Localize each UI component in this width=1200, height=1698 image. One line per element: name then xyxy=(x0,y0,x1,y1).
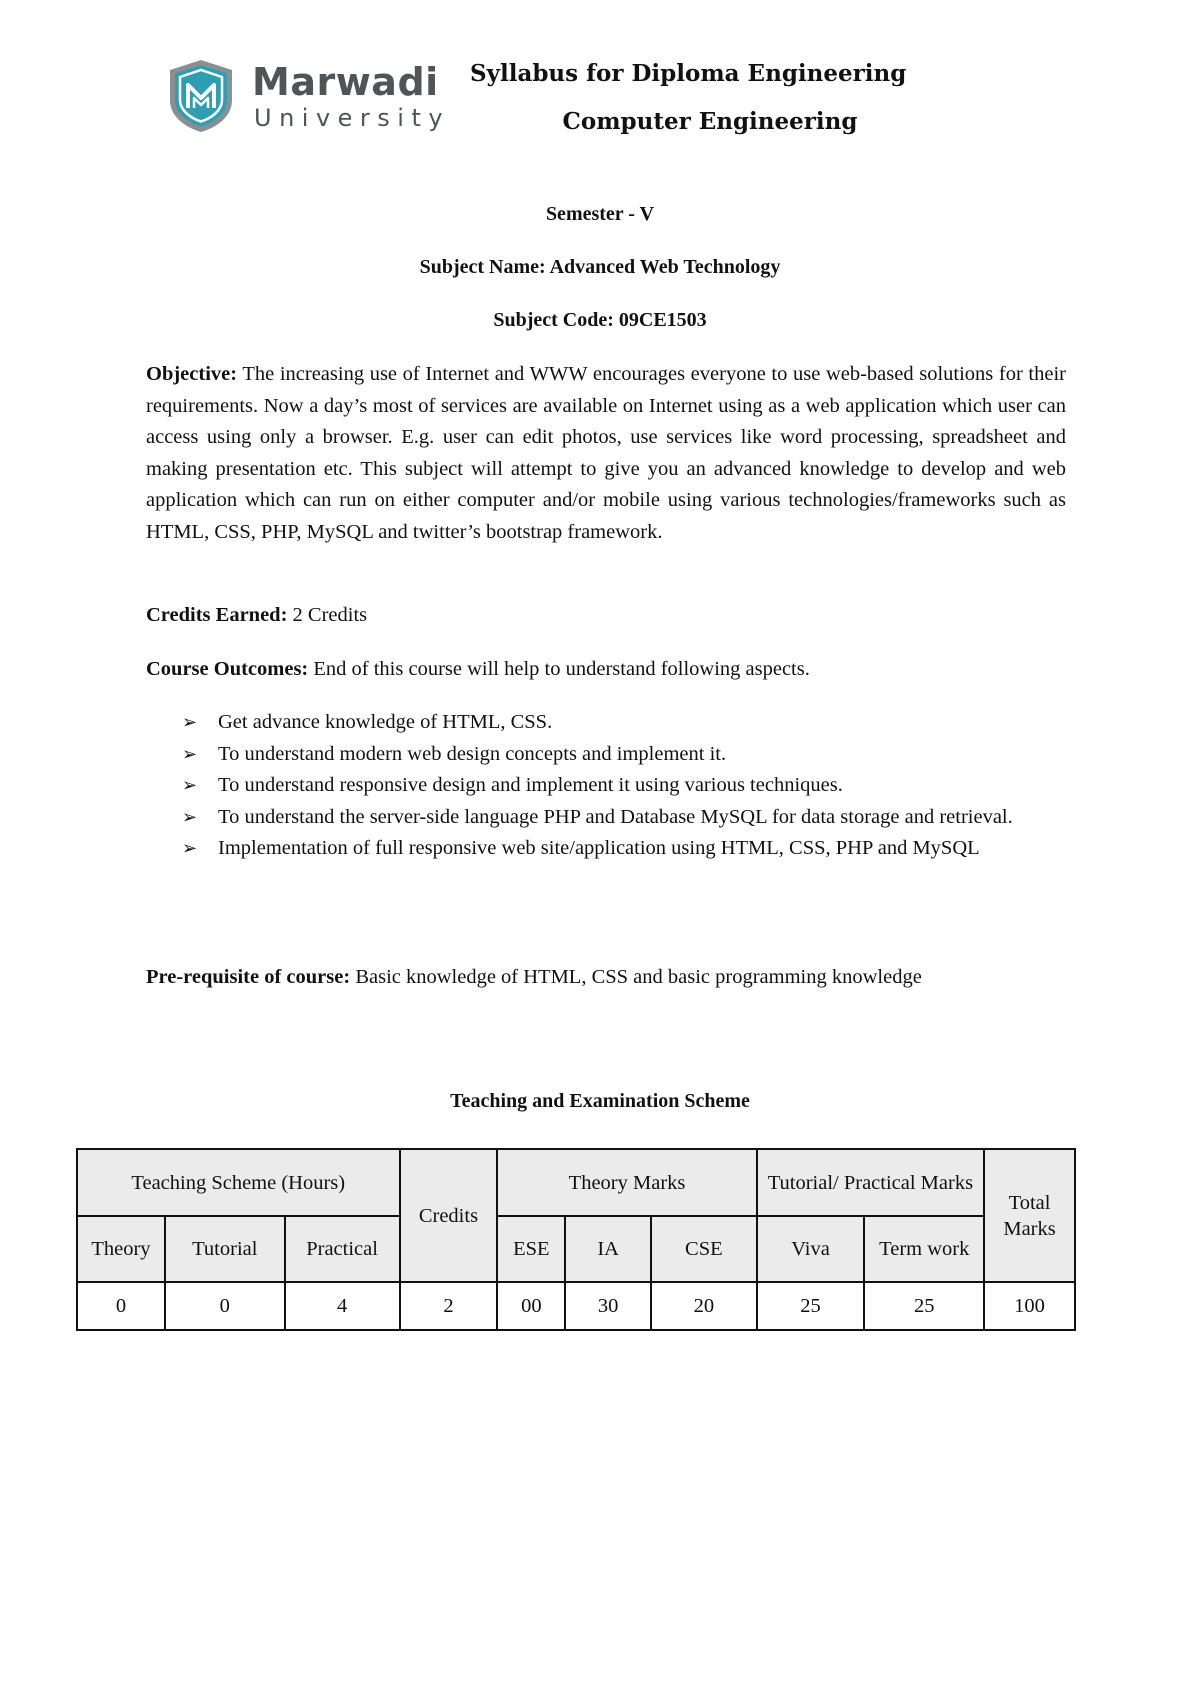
ia-value: 30 xyxy=(565,1282,651,1330)
practical-header: Practical xyxy=(285,1216,400,1282)
arrow-bullet-icon: ➢ xyxy=(182,775,198,795)
teaching-examination-table xyxy=(76,1148,1076,1331)
viva-value: 25 xyxy=(757,1282,865,1330)
list-item xyxy=(146,802,1066,834)
university-logo xyxy=(166,58,466,138)
credits-header: Credits xyxy=(400,1149,498,1282)
prerequisite-text: Basic knowledge of HTML, CSS and basic programming knowledge xyxy=(350,966,922,988)
scheme-title: Teaching and Examination Scheme xyxy=(450,1090,750,1112)
credits-value: 2 xyxy=(400,1282,498,1330)
tutorial-value: 0 xyxy=(165,1282,285,1330)
theory-value: 0 xyxy=(77,1282,165,1330)
list-item xyxy=(146,739,1066,771)
outcome-text: Implementation of full responsive web site/application using HTML, CSS, PHP and MySQL xyxy=(218,837,980,859)
outcome-text: To understand modern web design concepts and implement it. xyxy=(218,742,727,765)
arrow-bullet-icon: ➢ xyxy=(182,806,198,827)
term-work-value: 25 xyxy=(864,1282,984,1330)
viva-header: Viva xyxy=(757,1216,865,1282)
objective-paragraph xyxy=(146,359,1066,548)
logo-name: Marwadi xyxy=(252,60,439,104)
semester-label: Semester - V xyxy=(545,203,655,225)
cse-header: CSE xyxy=(651,1216,757,1282)
course-outcomes-label: Course Outcomes: xyxy=(146,658,309,680)
objective-text: The increasing use of Internet and WWW encourages everyone to use web-based solutions for their requirements. Now a day’s most of services are available on Internet using as a web application which user can access using only a browser. E.g. user can edit photos, use services like word processing, spreadsheet and making presentation etc. This subject will attempt to give you an advanced knowledge to develop and web application which can run on either computer and/or mobile using various technologies/frameworks such as HTML, CSS, PHP, MySQL and twitter’s bootstrap framework. xyxy=(146,363,1066,543)
table-row xyxy=(77,1282,1075,1330)
theory-marks-header: Theory Marks xyxy=(497,1149,756,1216)
theory-header: Theory xyxy=(77,1216,165,1282)
course-outcomes-text: End of this course will help to understand following aspects. xyxy=(308,658,810,680)
total-marks-header: Total Marks xyxy=(984,1149,1075,1282)
subject-name: Subject Name: Advanced Web Technology xyxy=(419,256,781,278)
syllabus-title: Syllabus for Diploma Engineering xyxy=(470,60,907,87)
outcome-text: To understand the server-side language PHP and Database MySQL for data storage and retrieval. xyxy=(218,805,1013,828)
arrow-bullet-icon: ➢ xyxy=(182,838,198,858)
list-item xyxy=(146,833,1066,865)
outcome-text: Get advance knowledge of HTML, CSS. xyxy=(218,711,553,733)
arrow-bullet-icon: ➢ xyxy=(182,712,198,732)
course-outcomes-list xyxy=(146,707,1066,865)
teaching-scheme-header: Teaching Scheme (Hours) xyxy=(77,1149,400,1216)
total-marks-value: 100 xyxy=(984,1282,1075,1330)
ese-header: ESE xyxy=(497,1216,565,1282)
credits-text: 2 Credits xyxy=(287,604,368,626)
prerequisite-paragraph xyxy=(146,962,996,994)
objective-label: Objective: xyxy=(146,363,238,385)
department-title: Computer Engineering xyxy=(562,108,858,135)
logo-subtitle: University xyxy=(254,104,451,132)
practical-value: 4 xyxy=(285,1282,400,1330)
shield-icon xyxy=(166,58,236,134)
credits-paragraph xyxy=(146,600,1066,632)
course-outcomes-paragraph xyxy=(146,654,1066,686)
ia-header: IA xyxy=(565,1216,651,1282)
tutorial-practical-marks-header: Tutorial/ Practical Marks xyxy=(757,1149,984,1216)
tutorial-header: Tutorial xyxy=(165,1216,285,1282)
credits-label: Credits Earned: xyxy=(146,604,288,626)
ese-value: 00 xyxy=(497,1282,565,1330)
prerequisite-label: Pre-requisite of course: xyxy=(146,966,351,988)
subject-code: Subject Code: 09CE1503 xyxy=(493,309,707,331)
cse-value: 20 xyxy=(651,1282,757,1330)
list-item xyxy=(146,770,1066,802)
term-work-header: Term work xyxy=(864,1216,984,1282)
list-item xyxy=(146,707,1066,739)
outcome-text: To understand responsive design and implement it using various techniques. xyxy=(218,774,843,796)
arrow-bullet-icon: ➢ xyxy=(182,743,198,764)
